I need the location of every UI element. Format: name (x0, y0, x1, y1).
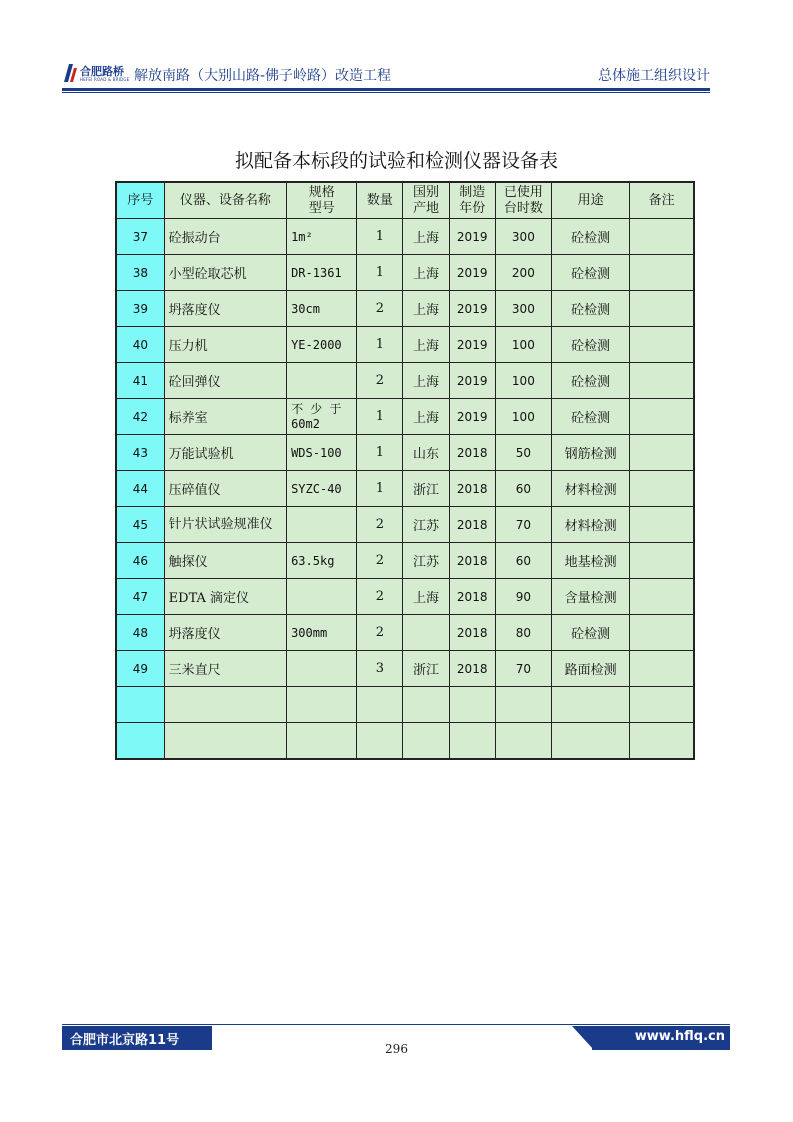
table-row (116, 291, 694, 327)
cell-seq: 48 (116, 615, 164, 651)
cell-origin: 上海 (403, 363, 449, 399)
cell-origin: 上海 (403, 255, 449, 291)
header-divider (62, 88, 710, 91)
logo-mark-icon (62, 62, 78, 84)
cell-used: 300 (495, 219, 551, 255)
cell-remark (630, 651, 694, 687)
cell-used: 90 (495, 579, 551, 615)
cell-qty: 2 (357, 291, 403, 327)
cell-spec (287, 687, 357, 723)
cell-seq: 49 (116, 651, 164, 687)
table-row (116, 579, 694, 615)
cell-used: 200 (495, 255, 551, 291)
cell-purpose (551, 687, 629, 723)
cell-year: 2018 (449, 651, 495, 687)
cell-seq: 44 (116, 471, 164, 507)
table-row (116, 507, 694, 543)
cell-origin: 山东 (403, 435, 449, 471)
cell-spec (287, 651, 357, 687)
cell-qty: 2 (357, 615, 403, 651)
cell-year (449, 723, 495, 760)
cell-year: 2019 (449, 255, 495, 291)
cell-name (164, 687, 286, 723)
table-row (116, 651, 694, 687)
cell-origin: 浙江 (403, 471, 449, 507)
cell-spec: 63.5kg (287, 543, 357, 579)
cell-seq (116, 723, 164, 760)
table-row (116, 471, 694, 507)
cell-qty: 1 (357, 399, 403, 435)
cell-qty (357, 723, 403, 760)
cell-purpose: 钢筋检测 (551, 435, 629, 471)
cell-remark (630, 219, 694, 255)
cell-name: 小型砼取芯机 (164, 255, 286, 291)
table-header-row (116, 182, 694, 219)
cell-used (495, 723, 551, 760)
cell-remark (630, 507, 694, 543)
cell-spec: SYZC-40 (287, 471, 357, 507)
footer-address: 合肥市北京路11号 (70, 1033, 180, 1048)
cell-qty (357, 687, 403, 723)
cell-name: 三米直尺 (164, 651, 286, 687)
company-logo (62, 62, 132, 86)
header-origin (403, 182, 449, 219)
header-origin-line2: 产地 (413, 200, 440, 216)
header-spec (287, 182, 357, 219)
cell-seq: 46 (116, 543, 164, 579)
cell-purpose: 材料检测 (551, 471, 629, 507)
cell-origin: 浙江 (403, 651, 449, 687)
header-seq: 序号 (116, 182, 164, 219)
cell-origin: 上海 (403, 327, 449, 363)
cell-year (449, 687, 495, 723)
cell-seq: 42 (116, 399, 164, 435)
cell-year: 2018 (449, 471, 495, 507)
table-row-empty (116, 723, 694, 760)
cell-used: 100 (495, 327, 551, 363)
cell-year: 2019 (449, 327, 495, 363)
cell-used: 80 (495, 615, 551, 651)
cell-used: 300 (495, 291, 551, 327)
header-qty: 数量 (357, 182, 403, 219)
cell-origin: 上海 (403, 291, 449, 327)
cell-qty: 2 (357, 543, 403, 579)
cell-spec: YE-2000 (287, 327, 357, 363)
cell-year: 2018 (449, 435, 495, 471)
cell-spec (287, 723, 357, 760)
cell-purpose: 材料检测 (551, 507, 629, 543)
cell-qty: 2 (357, 579, 403, 615)
header-used-line1: 已使用 (503, 184, 543, 200)
cell-name: 砼振动台 (164, 219, 286, 255)
cell-seq (116, 687, 164, 723)
cell-remark (630, 615, 694, 651)
cell-year: 2019 (449, 291, 495, 327)
cell-name: 砼回弹仪 (164, 363, 286, 399)
cell-remark (630, 399, 694, 435)
table-row (116, 615, 694, 651)
cell-purpose: 砼检测 (551, 255, 629, 291)
project-title: 解放南路（大别山路-佛子岭路）改造工程 (134, 68, 392, 84)
cell-used: 50 (495, 435, 551, 471)
cell-name: 压碎值仪 (164, 471, 286, 507)
page-number: 296 (385, 1042, 408, 1056)
cell-origin: 上海 (403, 219, 449, 255)
cell-seq: 47 (116, 579, 164, 615)
cell-name: 压力机 (164, 327, 286, 363)
cell-purpose: 砼检测 (551, 327, 629, 363)
cell-qty: 1 (357, 255, 403, 291)
header-year-line2: 年份 (459, 200, 486, 216)
cell-spec: 300mm (287, 615, 357, 651)
cell-seq: 39 (116, 291, 164, 327)
cell-seq: 43 (116, 435, 164, 471)
table-row-empty (116, 687, 694, 723)
cell-spec: WDS-100 (287, 435, 357, 471)
cell-qty: 1 (357, 219, 403, 255)
header-name: 仪器、设备名称 (164, 182, 286, 219)
cell-origin: 上海 (403, 399, 449, 435)
cell-year: 2018 (449, 579, 495, 615)
cell-remark (630, 471, 694, 507)
header-used-line2: 台时数 (503, 200, 543, 216)
cell-used: 70 (495, 651, 551, 687)
table-row (116, 399, 694, 435)
footer-divider (62, 1024, 730, 1025)
header-remark: 备注 (630, 182, 694, 219)
cell-year: 2018 (449, 543, 495, 579)
cell-purpose: 路面检测 (551, 651, 629, 687)
cell-spec: 1m² (287, 219, 357, 255)
header-divider-thin (62, 92, 710, 93)
table-row (116, 435, 694, 471)
cell-remark (630, 723, 694, 760)
header-spec-line1: 规格 (308, 184, 335, 200)
cell-origin: 上海 (403, 579, 449, 615)
cell-origin (403, 723, 449, 760)
cell-name: 坍落度仪 (164, 291, 286, 327)
equipment-table (115, 181, 695, 760)
cell-origin (403, 615, 449, 651)
table-row (116, 327, 694, 363)
cell-remark (630, 291, 694, 327)
header-used (495, 182, 551, 219)
cell-remark (630, 435, 694, 471)
cell-qty: 2 (357, 363, 403, 399)
cell-name (164, 723, 286, 760)
cell-used: 60 (495, 543, 551, 579)
cell-seq: 40 (116, 327, 164, 363)
cell-remark (630, 255, 694, 291)
cell-purpose: 地基检测 (551, 543, 629, 579)
cell-purpose: 砼检测 (551, 363, 629, 399)
cell-remark (630, 579, 694, 615)
cell-origin: 江苏 (403, 507, 449, 543)
cell-used: 70 (495, 507, 551, 543)
cell-origin: 江苏 (403, 543, 449, 579)
header-year-line1: 制造 (459, 184, 486, 200)
header-purpose: 用途 (551, 182, 629, 219)
cell-year: 2019 (449, 363, 495, 399)
cell-used (495, 687, 551, 723)
table-row (116, 543, 694, 579)
cell-remark (630, 363, 694, 399)
cell-name: 坍落度仪 (164, 615, 286, 651)
cell-spec (287, 363, 357, 399)
cell-seq: 38 (116, 255, 164, 291)
cell-used: 60 (495, 471, 551, 507)
cell-qty: 1 (357, 435, 403, 471)
cell-spec: DR-1361 (287, 255, 357, 291)
cell-purpose: 砼检测 (551, 399, 629, 435)
cell-name: EDTA 滴定仪 (164, 579, 286, 615)
cell-qty: 1 (357, 471, 403, 507)
cell-remark (630, 543, 694, 579)
cell-purpose (551, 723, 629, 760)
cell-seq: 41 (116, 363, 164, 399)
cell-spec: 不 少 于 60m2 (287, 399, 357, 435)
cell-remark (630, 327, 694, 363)
cell-qty: 3 (357, 651, 403, 687)
header-spec-line2: 型号 (308, 200, 335, 216)
cell-purpose: 砼检测 (551, 615, 629, 651)
cell-spec (287, 507, 357, 543)
cell-remark (630, 687, 694, 723)
cell-name: 标养室 (164, 399, 286, 435)
cell-purpose: 含量检测 (551, 579, 629, 615)
cell-qty: 2 (357, 507, 403, 543)
cell-origin (403, 687, 449, 723)
logo-subtext: HEFEI ROAD & BRIDGE (80, 77, 130, 82)
logo-text: 合肥路桥 (80, 65, 124, 78)
cell-year: 2019 (449, 399, 495, 435)
footer-website-link[interactable]: www.hflq.cn (634, 1029, 725, 1044)
cell-year: 2019 (449, 219, 495, 255)
cell-name: 万能试验机 (164, 435, 286, 471)
header-year (449, 182, 495, 219)
cell-spec (287, 579, 357, 615)
cell-name: 针片状试验规准仪 (164, 507, 286, 543)
cell-year: 2018 (449, 615, 495, 651)
cell-purpose: 砼检测 (551, 219, 629, 255)
table-row (116, 219, 694, 255)
cell-used: 100 (495, 399, 551, 435)
cell-qty: 1 (357, 327, 403, 363)
header-origin-line1: 国别 (413, 184, 440, 200)
cell-purpose: 砼检测 (551, 291, 629, 327)
table-row (116, 363, 694, 399)
cell-name: 触探仪 (164, 543, 286, 579)
table-row (116, 255, 694, 291)
cell-seq: 45 (116, 507, 164, 543)
cell-used: 100 (495, 363, 551, 399)
table-title: 拟配备本标段的试验和检测仪器设备表 (234, 150, 558, 172)
section-title: 总体施工组织设计 (598, 68, 710, 84)
cell-seq: 37 (116, 219, 164, 255)
cell-year: 2018 (449, 507, 495, 543)
cell-spec: 30cm (287, 291, 357, 327)
